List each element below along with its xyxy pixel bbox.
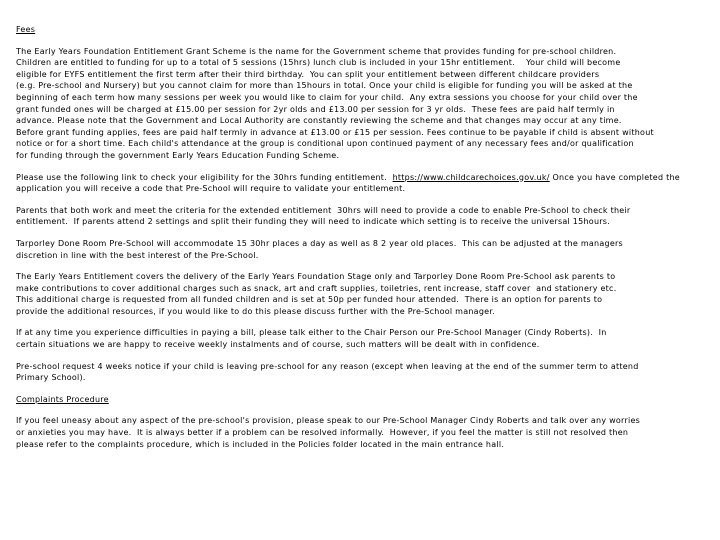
text-line [16,172,706,184]
text-line: The Early Years Foundation Entitlement Grant Scheme is the name for the Government scheme that provides funding for pre-school children. [16,46,617,56]
text-line: If at any time you experience difficulties in paying a bill, please talk either to the Chair Person our Pre-School Manager (Cindy Roberts). In [16,328,607,338]
complaints-heading: Complaints Procedure [16,394,109,404]
text-line: This additional charge is requested from all funded children and is set at 50p per funded hour attended. There is an option for parents to [16,295,603,305]
document [16,24,706,450]
text-line: notice or for a short time. Each child's attendance at the group is conditional upon continued payment of any necessary fees and/or qualification [16,139,634,149]
text-line: for funding through the government Early Years Education Funding Scheme. [16,150,340,160]
text-line: Before grant funding applies, fees are paid half termly in advance at £13.00 or £15 per session. Fees continue to be payable if child is absent without [16,127,654,137]
eligibility-paragraph [16,172,706,195]
extended-entitlement-paragraph [16,205,706,228]
text-line: discretion in line with the best interest of the Pre-School. [16,250,259,260]
text-line: If you feel uneasy about any aspect of the pre-school's provision, please speak to our Pre-School Manager Cindy Roberts and talk over any worries [16,416,641,426]
text-line: (e.g. Pre-school and Nursery) but you cannot claim for more than 15hours in total. Once your child is eligible for funding you will be asked at the [16,81,633,91]
text-line: or anxieties you may have. It is always better if a problem can be resolved informally. However, if you feel the matter is still not resolved then [16,428,629,438]
text-line: Pre-school request 4 weeks notice if your child is leaving pre-school for any reason (except when leaving at the end of the summer term to attend [16,361,639,371]
text-line: Children are entitled to funding for up to a total of 5 sessions (15hrs) lunch club is included in your 15hr entitlement. Your child will become [16,58,621,68]
text-line: grant funded ones will be charged at £15.00 per session for 2yr olds and £13.00 per session for 3 yr olds. These fees are paid half termly in [16,104,615,114]
complaints-paragraph [16,415,706,450]
childcare-choices-link[interactable]: https://www.childcarechoices.gov.uk/ [392,172,550,182]
text-line: beginning of each term how many sessions per week you would like to claim for your child. Any extra sessions you choose for your child over the [16,92,638,102]
notice-paragraph [16,361,706,384]
payment-difficulties-paragraph [16,327,706,350]
text-line: Parents that both work and meet the criteria for the extended entitlement 30hrs will need to provide a code to enable Pre-School to check their [16,205,631,215]
text-line: The Early Years Entitlement covers the delivery of the Early Years Foundation Stage only and Tarporley Done Room Pre-School ask parents to [16,272,616,282]
text-line: advance. Please note that the Government and Local Authority are constantly reviewing the scheme and that changes may occur at any time. [16,116,622,126]
eligibility-text-continued: Once you have completed the [549,172,680,182]
text-line: eligible for EYFS entitlement the first term after their third birthday. You can split your entitlement between different childcare providers [16,69,600,79]
text-line: Tarporley Done Room Pre-School will accommodate 15 30hr places a day as well as 8 2 year old places. This can be adjusted at the managers [16,238,623,248]
text-line: provide the additional resources, if you would like to do this please discuss further with the Pre-School manager. [16,306,495,316]
text-line: application you will receive a code that Pre-School will require to validate your entitlement. [16,184,406,194]
text-line: Primary School). [16,373,86,383]
text-line: make contributions to cover additional charges such as snack, art and craft supplies, toiletries, rent increase, staff cover and stationery etc. [16,283,617,293]
text-line: certain situations we are happy to receive weekly instalments and of course, such matters will be dealt with in confidence. [16,340,540,350]
additional-charges-paragraph [16,271,706,317]
places-paragraph [16,238,706,261]
funding-paragraph [16,46,706,162]
text-line: entitlement. If parents attend 2 settings and split their funding they will need to indicate which setting is to receive the universal 15hours. [16,217,611,227]
eligibility-text: Please use the following link to check your eligibility for the 30hrs funding entitlement. [16,172,393,182]
text-line: please refer to the complaints procedure, which is included in the Policies folder located in the main entrance hall. [16,439,505,449]
fees-heading: Fees [16,25,36,34]
